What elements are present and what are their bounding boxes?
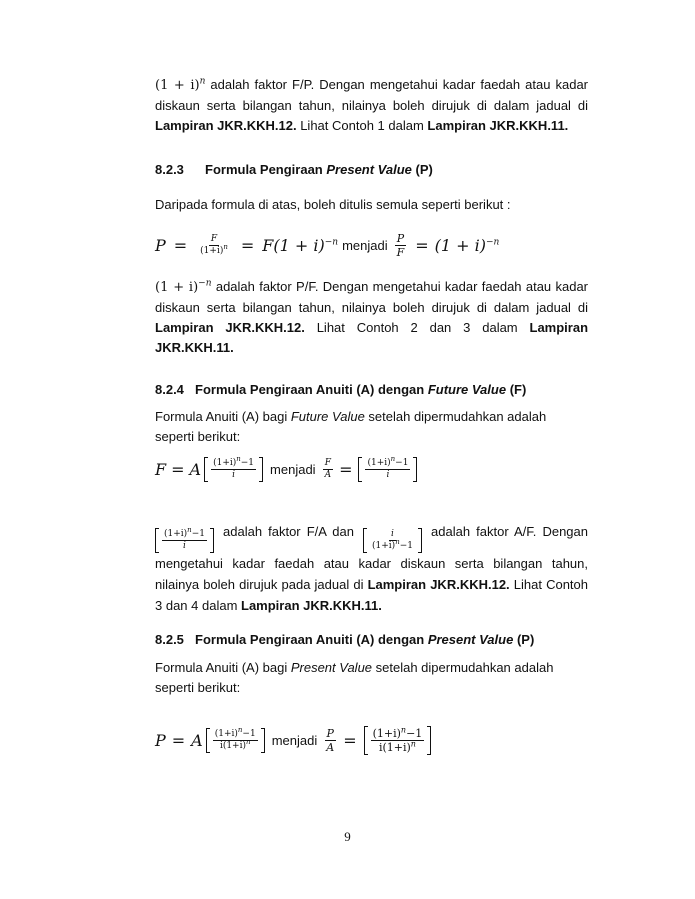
fraction-f-over-growth: $\frac{F}{(1+i)^n}$ xyxy=(200,233,228,256)
equation-annuity-present: P = A $\frac{(1+i)^n-1}{i(1+i)^n}$ menjadi $\frac{P}{A}$ = $\frac{(1+i)^n-1}{i(1+i)^n}$ xyxy=(155,720,434,760)
equation-annuity-future: F = A $\frac{(1+i)^n-1}{i}$ menjadi $\frac{F}{A}$ = $\frac{(1+i)^n-1}{i}$ xyxy=(155,452,420,486)
paragraph-annuity-future: Formula Anuiti (A) bagi Future Value setelah dipermudahkan adalah seperti berikut: xyxy=(155,409,547,444)
equation-present-value: P = $\frac{F}{(1+i)^n}$ = $F(1 + i)^{-n}$ menjadi $\frac{P}{F}$ = $(1 + i)^{-n}$ xyxy=(155,231,500,259)
af-factor: $\frac{i}{(1+i)^n-1}$ xyxy=(363,528,422,553)
factor-expression: $(1 + i)^n$ xyxy=(155,76,206,93)
page-number: 9 xyxy=(344,829,351,844)
paragraph-fp-factor: $(1 + i)^n$ adalah faktor F/P. Dengan mengetahui kadar faedah atau kadar diskaun serta bilangan tahun, nilainya boleh dirujuk di dalam jadual di Lampiran JKR.KKH.12. Lihat Contoh 1 dalam Lampiran JKR.KKH.11. xyxy=(155,76,589,133)
fa-factor: $\frac{(1+i)^n-1}{i}$ xyxy=(155,528,214,553)
paragraph-fa-af-factor: $\frac{(1+i)^n-1}{i}$ adalah faktor F/A dan $\frac{i}{(1+i)^n-1}$ adalah faktor A/F. Dengan mengetahui kadar faedah atau kadar diskaun serta bilangan tahun, nilainya boleh dirujuk pada jadual di Lampiran JKR.KKH.12. Lihat Contoh 3 dan 4 dalam Lampiran JKR.KKH.11. xyxy=(155,524,588,613)
section-heading-8-2-3: 8.2.3 Formula Pengiraan Present Value (P) xyxy=(155,162,433,177)
factor-expression: $(1 + i)^{-n}$ xyxy=(155,278,212,295)
paragraph-rewrite: Daripada formula di atas, boleh ditulis semula seperti berikut : xyxy=(155,197,511,212)
paragraph-pf-factor: $(1 + i)^{-n}$ adalah faktor P/F. Dengan mengetahui kadar faedah atau kadar diskaun serta bilangan tahun, nilainya boleh dirujuk di dalam jadual di Lampiran JKR.KKH.12. Lihat Contoh 2 dan 3 dalam Lampiran JKR.KKH.11. xyxy=(155,278,589,355)
section-heading-8-2-5: 8.2.5 Formula Pengiraan Anuiti (A) dengan Present Value (P) xyxy=(155,632,535,647)
paragraph-annuity-present: Formula Anuiti (A) bagi Present Value setelah dipermudahkan adalah seperti berikut: xyxy=(155,660,554,695)
section-heading-8-2-4: 8.2.4 Formula Pengiraan Anuiti (A) dengan Future Value (F) xyxy=(155,382,527,397)
